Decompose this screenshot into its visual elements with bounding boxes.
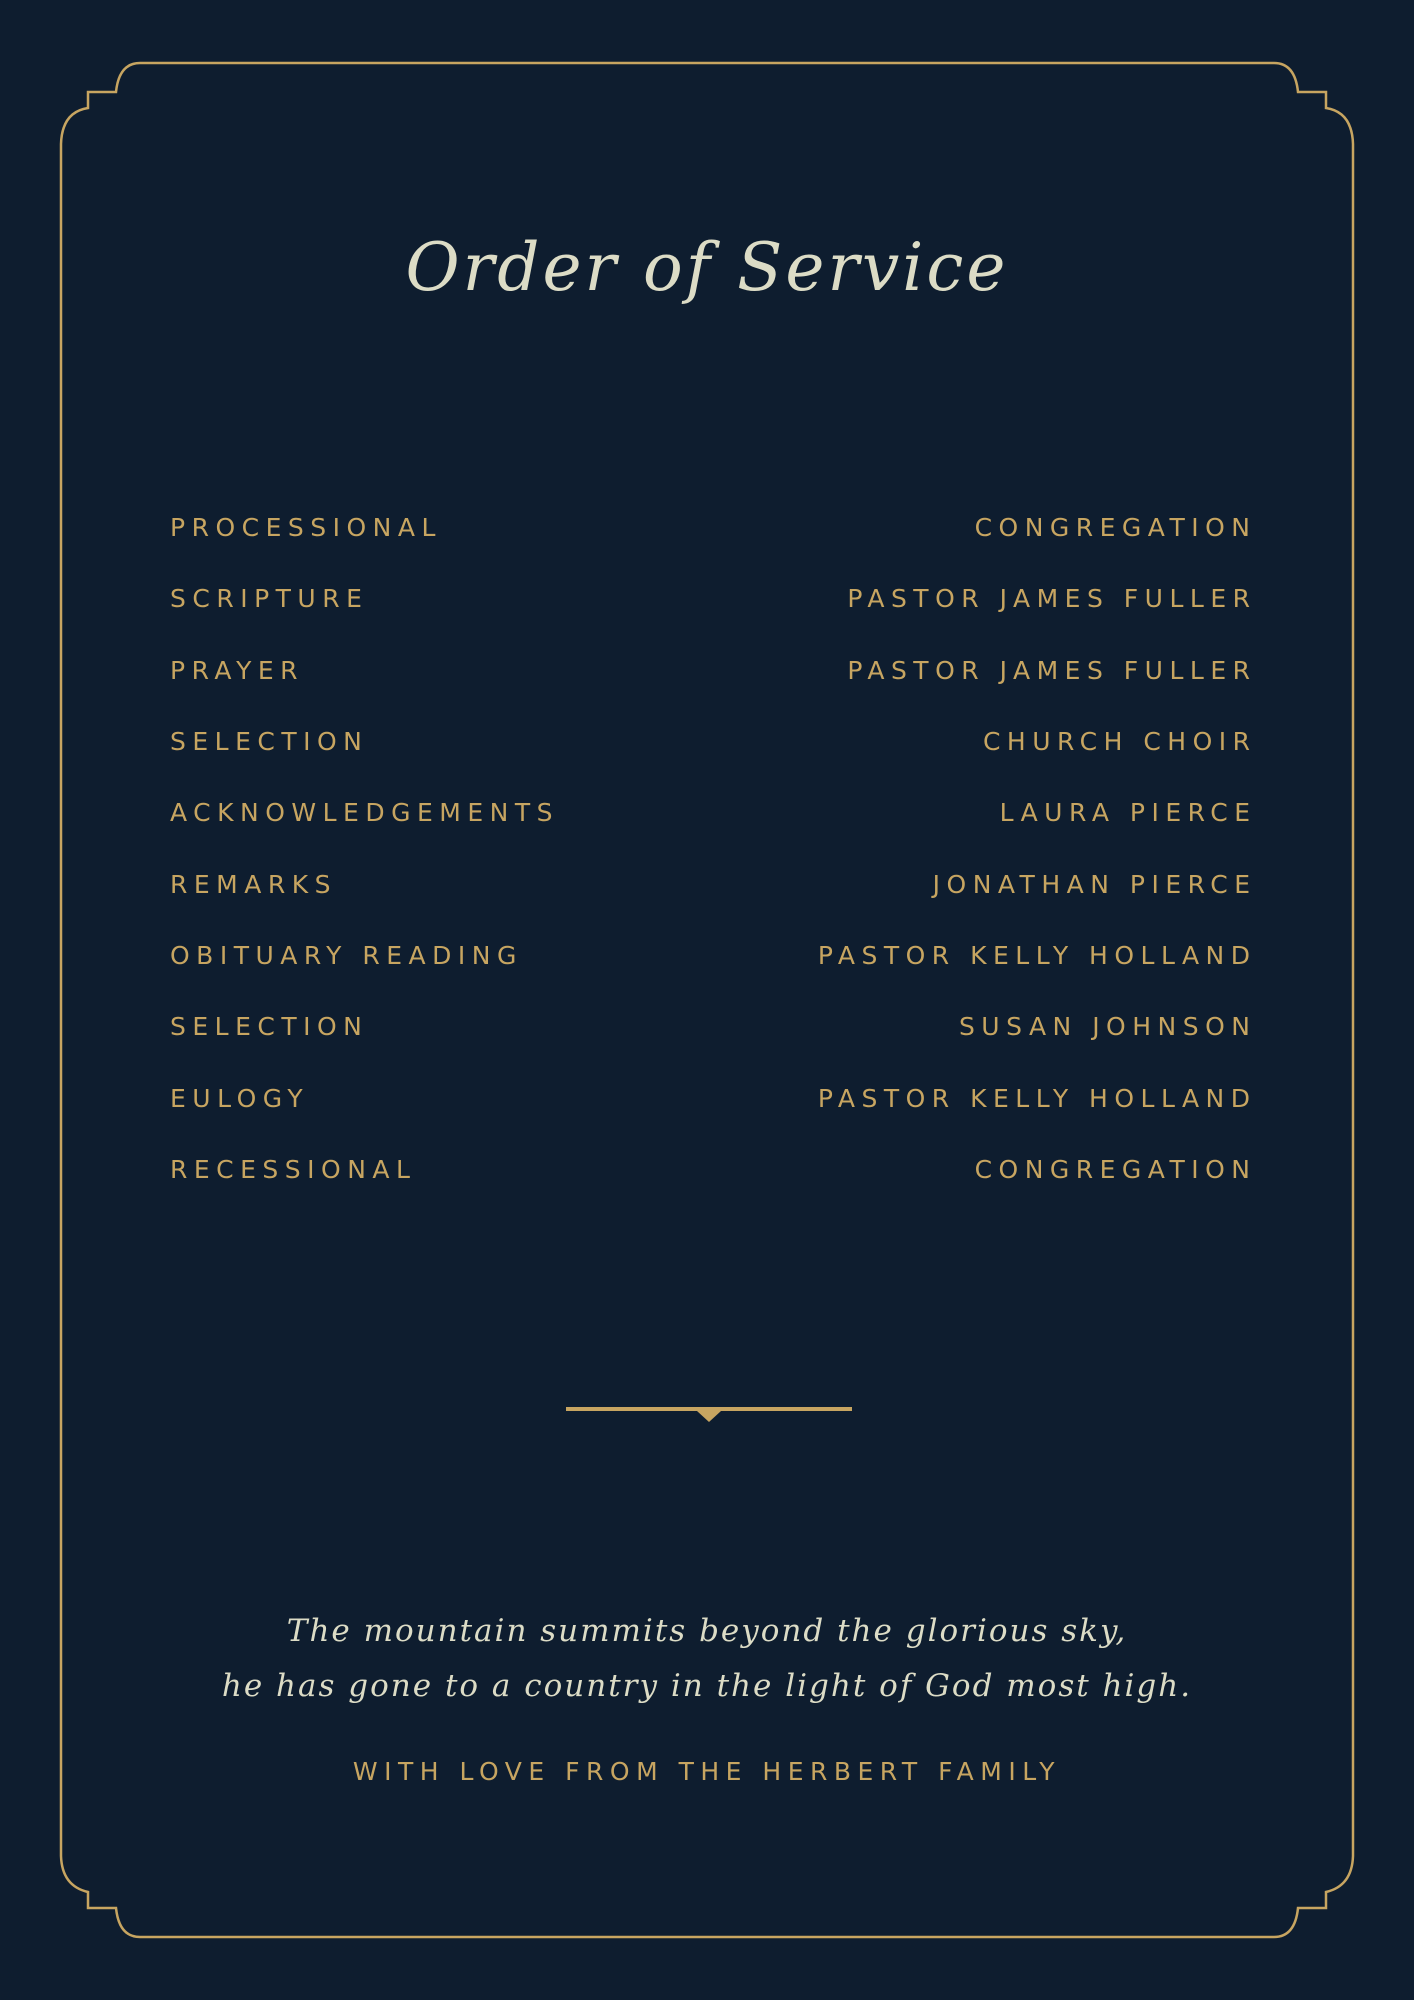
program-person: CHURCH CHOIR <box>982 727 1257 757</box>
program-role: SELECTION <box>170 1012 369 1042</box>
program-row <box>170 848 1257 919</box>
program-role: EULOGY <box>170 1083 310 1113</box>
program-person: SUSAN JOHNSON <box>958 1012 1257 1042</box>
page-title: Order of Service <box>405 229 1009 306</box>
program-person: PASTOR KELLY HOLLAND <box>817 940 1257 970</box>
program-role: ACKNOWLEDGEMENTS <box>170 798 559 828</box>
program-person: LAURA PIERCE <box>999 798 1257 828</box>
program-role: REMARKS <box>170 869 337 899</box>
program-row <box>170 991 1257 1062</box>
program-person: PASTOR KELLY HOLLAND <box>817 1083 1257 1113</box>
program-person: CONGREGATION <box>974 1154 1257 1184</box>
program-row <box>170 1134 1257 1205</box>
service-program-list <box>170 492 1257 1205</box>
program-person: JONATHAN PIERCE <box>932 869 1257 899</box>
family-dedication: WITH LOVE FROM THE HERBERT FAMILY <box>352 1757 1062 1786</box>
program-row <box>170 706 1257 777</box>
verse-line: he has gone to a country in the light of God most high. <box>221 1668 1193 1704</box>
program-person: PASTOR JAMES FULLER <box>847 655 1257 685</box>
program-row <box>170 1062 1257 1133</box>
program-person: CONGREGATION <box>974 513 1257 543</box>
program-row <box>170 635 1257 706</box>
program-role: PRAYER <box>170 655 305 685</box>
verse-line: The mountain summits beyond the glorious sky, <box>286 1613 1128 1649</box>
ornamental-divider <box>566 1400 852 1426</box>
program-role: PROCESSIONAL <box>170 513 442 543</box>
program-role: SCRIPTURE <box>170 584 369 614</box>
program-role: RECESSIONAL <box>170 1154 417 1184</box>
program-role: OBITUARY READING <box>170 940 523 970</box>
program-person: PASTOR JAMES FULLER <box>847 584 1257 614</box>
program-role: SELECTION <box>170 727 369 757</box>
program-row <box>170 492 1257 563</box>
program-row <box>170 920 1257 991</box>
program-row <box>170 563 1257 634</box>
memorial-verse <box>0 1604 1414 1714</box>
program-row <box>170 777 1257 848</box>
